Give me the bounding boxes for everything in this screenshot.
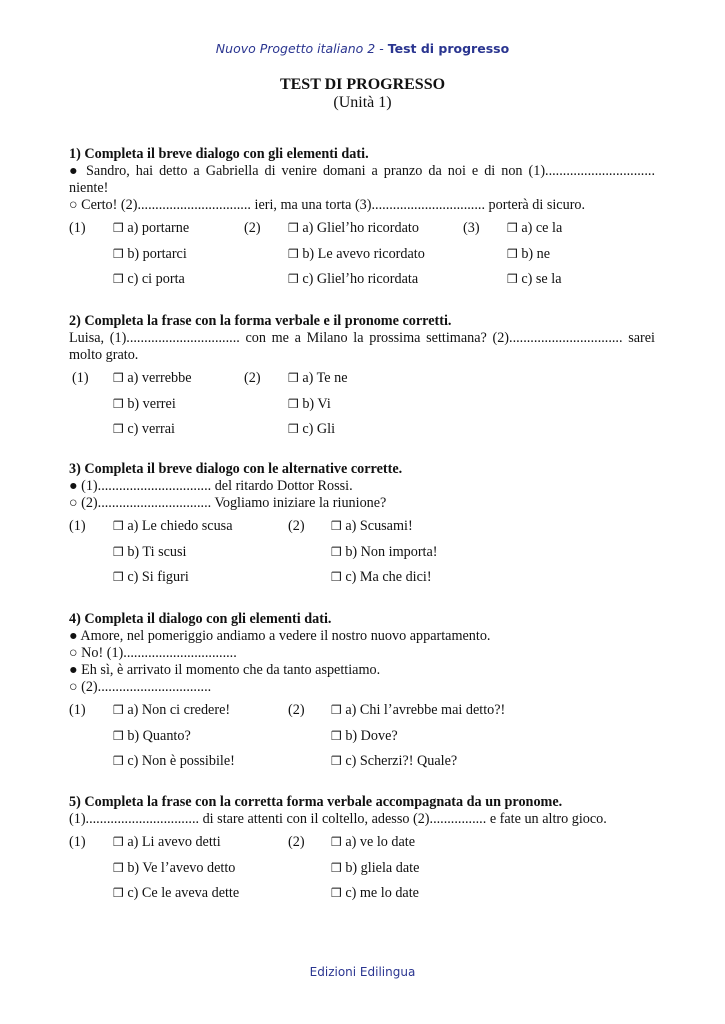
answer-option[interactable] — [113, 569, 189, 586]
checkbox-icon[interactable]: ❒ — [113, 703, 124, 717]
blank-number: (2) — [244, 220, 261, 236]
checkbox-icon[interactable]: ❒ — [331, 703, 342, 717]
exercise-text-line: ○ (2)................................ — [69, 679, 212, 695]
answer-option[interactable] — [113, 728, 191, 745]
option-label: b) verrei — [127, 395, 176, 412]
blank-number: (1) — [69, 702, 86, 718]
checkbox-icon[interactable]: ❒ — [288, 371, 299, 385]
title-main: TEST DI PROGRESSO — [279, 76, 446, 93]
option-label: a) portarne — [127, 220, 190, 236]
checkbox-icon[interactable]: ❒ — [113, 246, 124, 261]
answer-option[interactable] — [507, 246, 550, 263]
answer-option[interactable] — [288, 396, 331, 413]
blank-number: (1) — [72, 370, 89, 386]
checkbox-icon[interactable]: ❒ — [331, 544, 342, 559]
option-label: a) verrebbe — [127, 370, 192, 386]
option-label: b) Quanto? — [127, 727, 191, 744]
answer-option[interactable] — [331, 834, 415, 851]
exercise-instruction: 5) Completa la frase con la corretta forma verbale accompagnata da un pronome. — [69, 794, 563, 810]
checkbox-icon[interactable]: ❒ — [113, 754, 124, 768]
checkbox-icon[interactable]: ❒ — [288, 422, 299, 436]
option-label: b) Ve lʼavevo detto — [127, 859, 236, 876]
checkbox-icon[interactable]: ❒ — [331, 519, 342, 533]
exercise-5 — [69, 794, 655, 911]
blank-number: (2) — [288, 702, 305, 718]
answer-option[interactable] — [331, 885, 419, 902]
option-label: b) gliela date — [345, 859, 420, 876]
header-test-title: Test di progresso — [387, 41, 510, 56]
header-book-title: Nuovo Progetto italiano 2 — [215, 41, 376, 56]
option-label: a) ve lo date — [345, 834, 416, 850]
exercise-text-line: (1)................................ di stare attenti con il coltello, adesso (2)................ e fate un altro gioco. — [69, 811, 607, 827]
checkbox-icon[interactable]: ❒ — [331, 754, 342, 768]
option-row — [69, 728, 655, 754]
exercise-text-line: ● (1)................................ del ritardo Dottor Rossi. — [69, 478, 353, 494]
checkbox-icon[interactable]: ❒ — [288, 246, 299, 261]
page-header — [0, 41, 725, 56]
checkbox-icon[interactable]: ❒ — [331, 886, 342, 900]
checkbox-icon[interactable]: ❒ — [288, 272, 299, 286]
option-row — [69, 544, 655, 570]
answer-option[interactable] — [113, 246, 187, 263]
exercise-text-line: ● Sandro, hai detto a Gabriella di venire domani a pranzo da noi e di non (1)............................... niente! — [69, 163, 655, 196]
answer-option[interactable] — [331, 702, 505, 719]
option-row — [69, 271, 655, 297]
option-row — [69, 885, 655, 911]
option-label: c) Gli — [302, 421, 336, 437]
exercise-3 — [69, 461, 655, 595]
blank-number: (1) — [69, 518, 86, 534]
option-label: b) portarci — [127, 245, 187, 262]
option-label: a) Chi lʼavrebbe mai detto?! — [345, 702, 506, 718]
option-label: c) Glielʼho ricordata — [302, 271, 419, 287]
document-title — [0, 76, 725, 112]
option-label: b) Dove? — [345, 727, 398, 744]
option-row — [69, 370, 655, 396]
blank-number: (1) — [69, 834, 86, 850]
option-row — [69, 569, 655, 595]
option-label: c) verrai — [127, 421, 175, 437]
answer-option[interactable] — [331, 728, 398, 745]
answer-option[interactable] — [331, 860, 419, 877]
answer-option[interactable] — [113, 544, 186, 561]
answer-option[interactable] — [288, 271, 418, 288]
header-separator: - — [375, 41, 388, 56]
option-row — [69, 702, 655, 728]
checkbox-icon[interactable]: ❒ — [113, 835, 124, 849]
answer-option[interactable] — [288, 220, 419, 237]
option-label: b) ne — [521, 245, 551, 262]
exercise-text-line: ○ Certo! (2)................................ ieri, ma una torta (3)................................ porterà di sicuro. — [69, 197, 586, 213]
exercise-instruction: 2) Completa la frase con la forma verbale e il pronome corretti. — [69, 313, 452, 329]
checkbox-icon[interactable]: ❒ — [331, 728, 342, 743]
answer-option[interactable] — [507, 271, 562, 288]
option-label: a) Li avevo detti — [127, 834, 221, 850]
option-row — [69, 860, 655, 886]
checkbox-icon[interactable]: ❒ — [507, 221, 518, 235]
exercise-text-line: ○ (2)................................ Vogliamo iniziare la riunione? — [69, 495, 387, 511]
option-label: c) se la — [521, 271, 562, 287]
answer-option[interactable] — [113, 370, 192, 387]
exercise-instruction: 3) Completa il breve dialogo con le alternative corrette. — [69, 461, 403, 477]
option-row — [69, 246, 655, 272]
option-label: c) ci porta — [127, 271, 185, 287]
option-label: b) Non importa! — [345, 543, 438, 560]
option-label: c) Ce le aveva dette — [127, 885, 240, 901]
answer-option[interactable] — [331, 544, 438, 561]
blank-number: (2) — [288, 834, 305, 850]
blank-number: (3) — [463, 220, 480, 236]
exercise-1 — [69, 146, 655, 297]
answer-option[interactable] — [331, 569, 432, 586]
answer-option[interactable] — [331, 753, 457, 770]
option-label: b) Le avevo ricordato — [302, 245, 425, 262]
answer-option[interactable] — [331, 518, 413, 535]
checkbox-icon[interactable]: ❒ — [507, 246, 518, 261]
option-label: a) Te ne — [302, 370, 348, 386]
title-unit: (Unità 1) — [333, 94, 392, 111]
checkbox-icon[interactable]: ❒ — [113, 371, 124, 385]
exercise-2 — [69, 313, 655, 447]
answer-option[interactable] — [113, 885, 239, 902]
exercise-text-line: ● Eh sì, è arrivato il momento che da tanto aspettiamo. — [69, 662, 381, 678]
exercise-instruction: 1) Completa il breve dialogo con gli elementi dati. — [69, 146, 369, 162]
option-row — [69, 753, 655, 779]
option-row — [69, 220, 655, 246]
answer-option[interactable] — [113, 220, 189, 237]
option-label: c) Ma che dici! — [345, 569, 432, 585]
checkbox-icon[interactable]: ❒ — [288, 221, 299, 235]
option-label: a) Glielʼho ricordato — [302, 220, 419, 236]
checkbox-icon[interactable]: ❒ — [113, 422, 124, 436]
checkbox-icon[interactable]: ❒ — [113, 886, 124, 900]
checkbox-icon[interactable]: ❒ — [113, 728, 124, 743]
checkbox-icon[interactable]: ❒ — [113, 860, 124, 875]
answer-option[interactable] — [113, 834, 221, 851]
answer-option[interactable] — [113, 518, 233, 535]
option-row — [69, 421, 655, 447]
option-label: c) me lo date — [345, 885, 419, 901]
option-label: c) Non è possibile! — [127, 753, 235, 769]
answer-option[interactable] — [113, 396, 176, 413]
answer-option[interactable] — [113, 702, 230, 719]
exercise-text-line: ● Amore, nel pomeriggio andiamo a vedere il nostro nuovo appartamento. — [69, 628, 491, 644]
exercise-4 — [69, 611, 655, 779]
blank-number: (2) — [244, 370, 261, 386]
blank-number: (1) — [69, 220, 86, 236]
answer-option[interactable] — [288, 246, 425, 263]
checkbox-icon[interactable]: ❒ — [113, 272, 124, 286]
checkbox-icon[interactable]: ❒ — [113, 396, 124, 411]
checkbox-icon[interactable]: ❒ — [113, 570, 124, 584]
checkbox-icon[interactable]: ❒ — [113, 519, 124, 533]
checkbox-icon[interactable]: ❒ — [288, 396, 299, 411]
checkbox-icon[interactable]: ❒ — [113, 544, 124, 559]
exercise-text-line: Luisa, (1)................................ con me a Milano la prossima settimana? (2)................................ sarei molto grato. — [69, 330, 655, 363]
option-label: b) Ti scusi — [127, 543, 187, 560]
answer-option[interactable] — [507, 220, 562, 237]
answer-option[interactable] — [288, 370, 348, 387]
option-label: c) Scherzi?! Quale? — [345, 753, 458, 769]
checkbox-icon[interactable]: ❒ — [331, 570, 342, 584]
option-row — [69, 518, 655, 544]
option-label: b) Vi — [302, 395, 331, 412]
answer-option[interactable] — [113, 860, 235, 877]
answer-option[interactable] — [288, 421, 335, 438]
answer-option[interactable] — [113, 753, 235, 770]
option-row — [69, 396, 655, 422]
option-label: c) Si figuri — [127, 569, 189, 585]
answer-option[interactable] — [113, 271, 185, 288]
answer-option[interactable] — [113, 421, 175, 438]
checkbox-icon[interactable]: ❒ — [507, 272, 518, 286]
checkbox-icon[interactable]: ❒ — [331, 860, 342, 875]
exercise-instruction: 4) Completa il dialogo con gli elementi dati. — [69, 611, 332, 627]
exercise-text-line: ○ No! (1)................................ — [69, 645, 237, 661]
option-label: a) ce la — [521, 220, 563, 236]
checkbox-icon[interactable]: ❒ — [331, 835, 342, 849]
blank-number: (2) — [288, 518, 305, 534]
checkbox-icon[interactable]: ❒ — [113, 221, 124, 235]
option-row — [69, 834, 655, 860]
option-label: a) Scusami! — [345, 518, 413, 534]
page-footer: Edizioni Edilingua — [309, 965, 416, 979]
option-label: a) Non ci credere! — [127, 702, 231, 718]
option-label: a) Le chiedo scusa — [127, 518, 233, 534]
